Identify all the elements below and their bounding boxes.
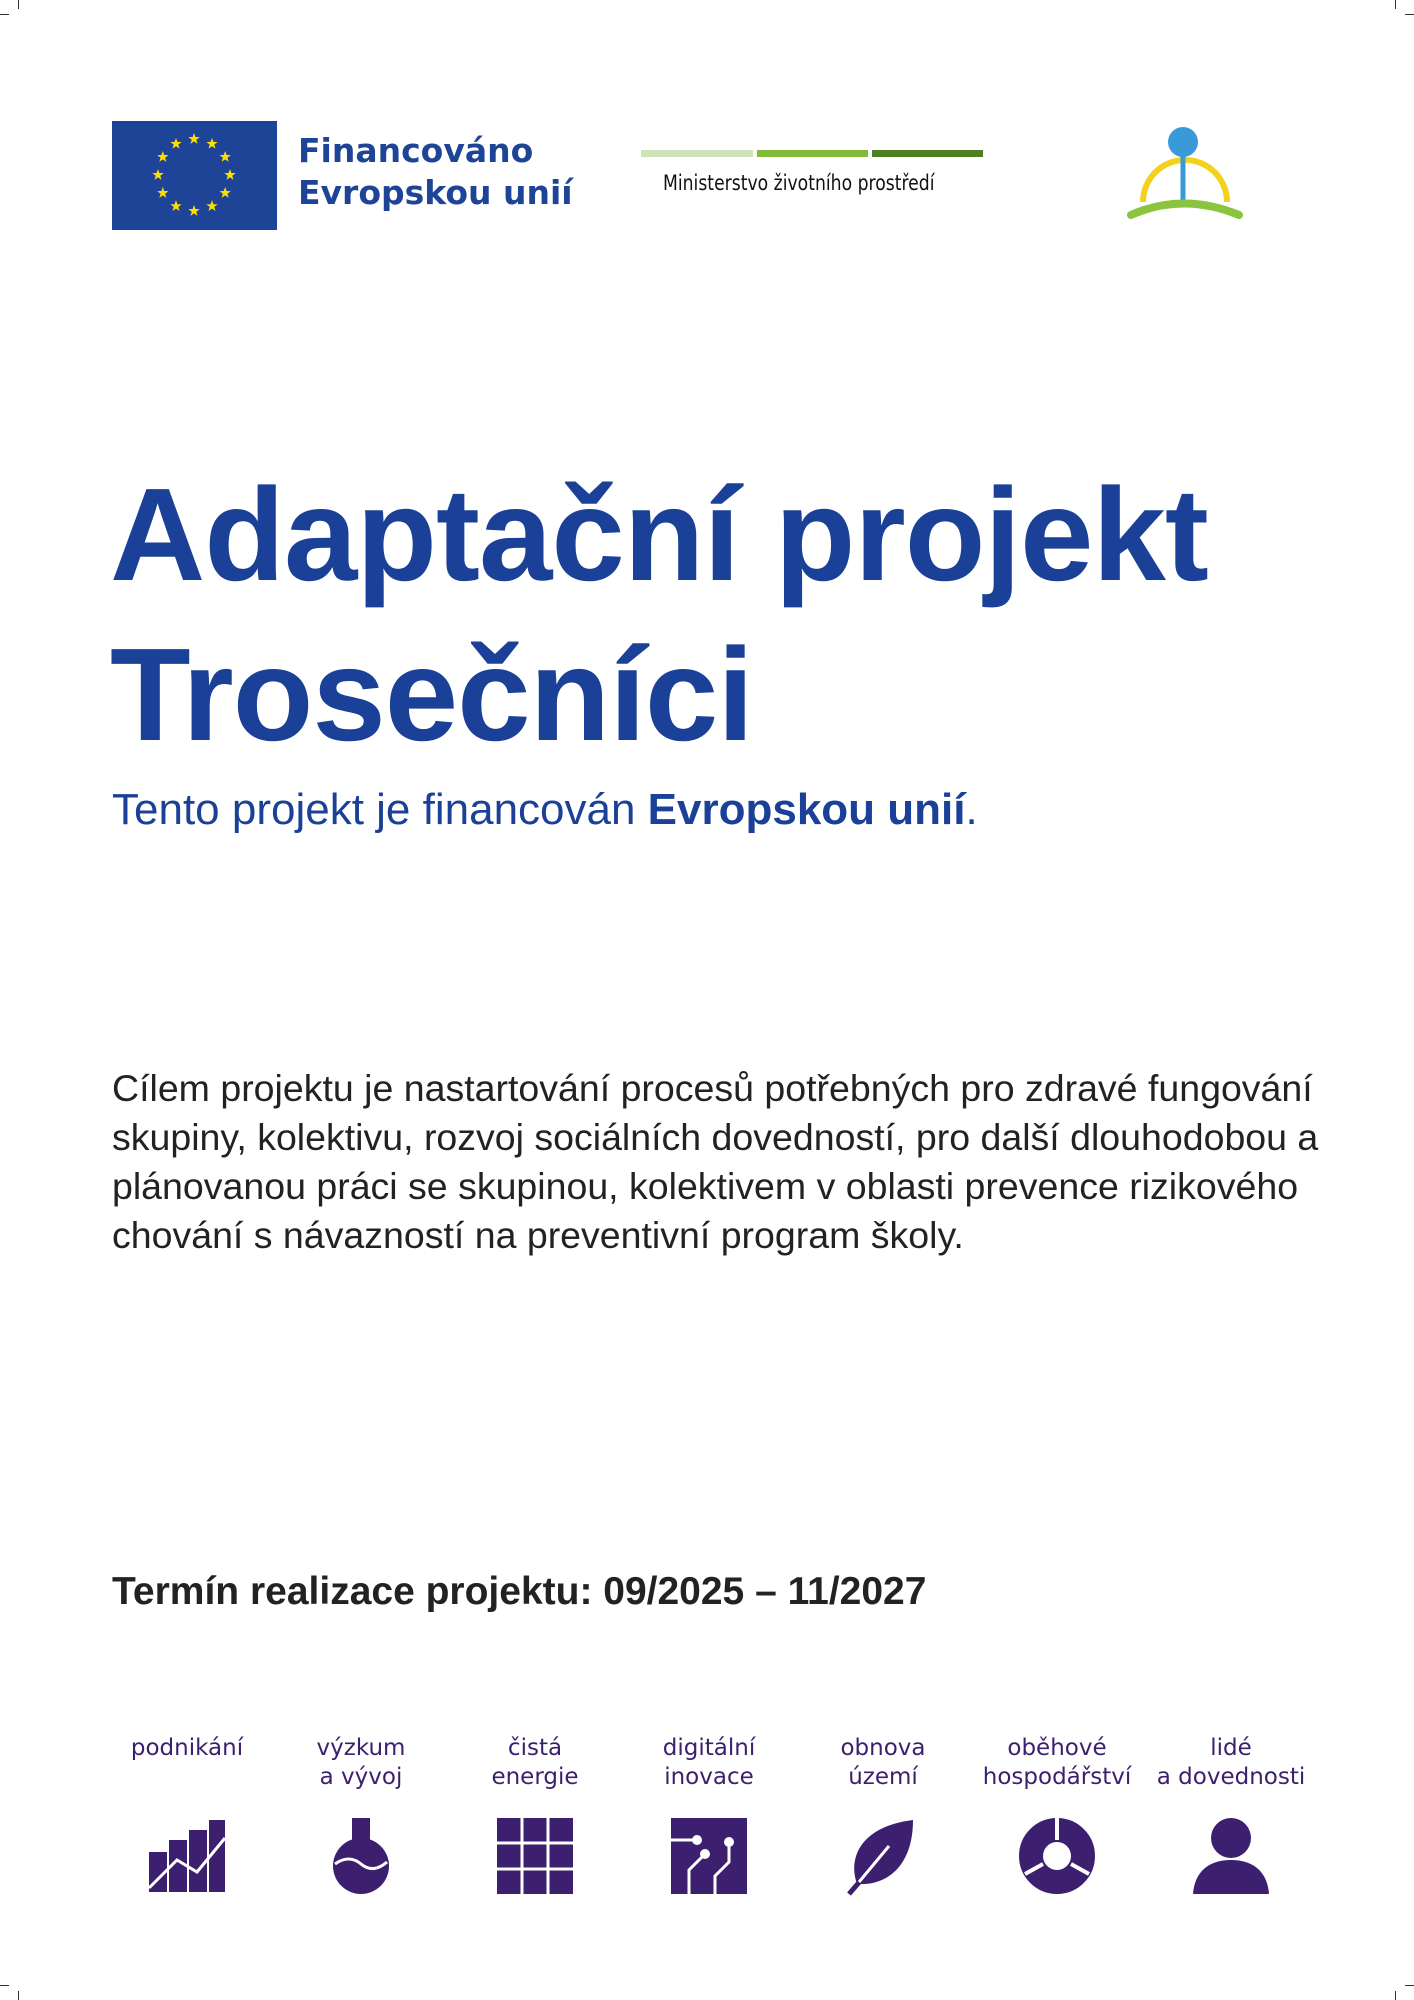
eu-logo-text (298, 130, 573, 214)
priority-item-energie (448, 1734, 622, 1896)
ministry-bar (641, 150, 753, 157)
eu-star (206, 138, 217, 149)
subtitle-suffix: . (965, 785, 978, 834)
eu-star (188, 205, 199, 216)
project-term: Termín realizace projektu: 09/2025 – 11/2027 (112, 1570, 927, 1613)
priority-item-obnova (796, 1734, 970, 1896)
bar-chart-icon (147, 1816, 227, 1896)
eu-star (170, 200, 181, 211)
flask-icon (321, 1816, 401, 1896)
priority-label: oběhové hospodářství (982, 1735, 1132, 1790)
priority-label: obnova území (840, 1735, 926, 1790)
eu-star (188, 133, 199, 144)
cycle-icon (1017, 1816, 1097, 1896)
eu-star (219, 151, 230, 162)
crop-mark (1405, 1985, 1414, 1986)
subtitle-bold: Evropskou unií (647, 785, 966, 834)
title-line2: Trosečníci (110, 621, 753, 768)
eu-star (224, 169, 235, 180)
crop-mark (18, 1991, 19, 2000)
priority-label: digitální inovace (662, 1735, 756, 1790)
tree-sun-logo (1125, 122, 1245, 227)
person-icon (1191, 1816, 1271, 1896)
crop-mark (1395, 0, 1396, 9)
eu-flag-icon (112, 121, 277, 230)
eu-star (170, 138, 181, 149)
subtitle (112, 785, 978, 835)
priority-label: výzkum a vývoj (316, 1735, 406, 1790)
ministry-logo-text: Ministerstvo životního prostředí (663, 171, 935, 195)
priority-label: podnikání (130, 1735, 244, 1761)
solar-panel-icon (495, 1816, 575, 1896)
eu-star (157, 187, 168, 198)
leaf-icon (843, 1816, 923, 1896)
priority-label: lidé a dovednosti (1156, 1735, 1306, 1790)
project-description: Cílem projektu je nastartování procesů potřebných pro zdravé fungování skupiny, kolektivu, rozvoj sociálních dovedností, pro další dlouhodobou a plánovanou práci se skupinou, kolektivem v oblasti prevence rizikového chování s návazností na preventivní program školy. (112, 1067, 1319, 1256)
priority-icons-row (100, 1734, 1310, 1884)
eu-star (219, 187, 230, 198)
crop-mark (18, 0, 19, 9)
priority-item-digitalni (622, 1734, 796, 1896)
title-line1: Adaptační projekt (110, 461, 1208, 608)
crop-mark (0, 1985, 9, 1986)
ministry-bar (872, 150, 983, 157)
eu-star (206, 200, 217, 211)
crop-mark (0, 14, 9, 15)
eu-logo-line2: Evropskou unií (298, 173, 573, 212)
crop-mark (1405, 14, 1414, 15)
ministry-bar (757, 150, 868, 157)
crop-mark (1395, 1991, 1396, 2000)
page-title (110, 455, 1208, 775)
priority-item-podnikani (100, 1734, 274, 1896)
eu-logo-line1: Financováno (298, 131, 534, 170)
priority-item-obehove (970, 1734, 1144, 1896)
eu-star (157, 151, 168, 162)
ministry-logo-bars (641, 150, 983, 157)
priority-label: čistá energie (491, 1735, 579, 1790)
subtitle-prefix: Tento projekt je financován (112, 785, 648, 834)
eu-star (152, 169, 163, 180)
priority-item-lide (1144, 1734, 1318, 1896)
circuit-icon (669, 1816, 749, 1896)
priority-item-vyzkum (274, 1734, 448, 1896)
